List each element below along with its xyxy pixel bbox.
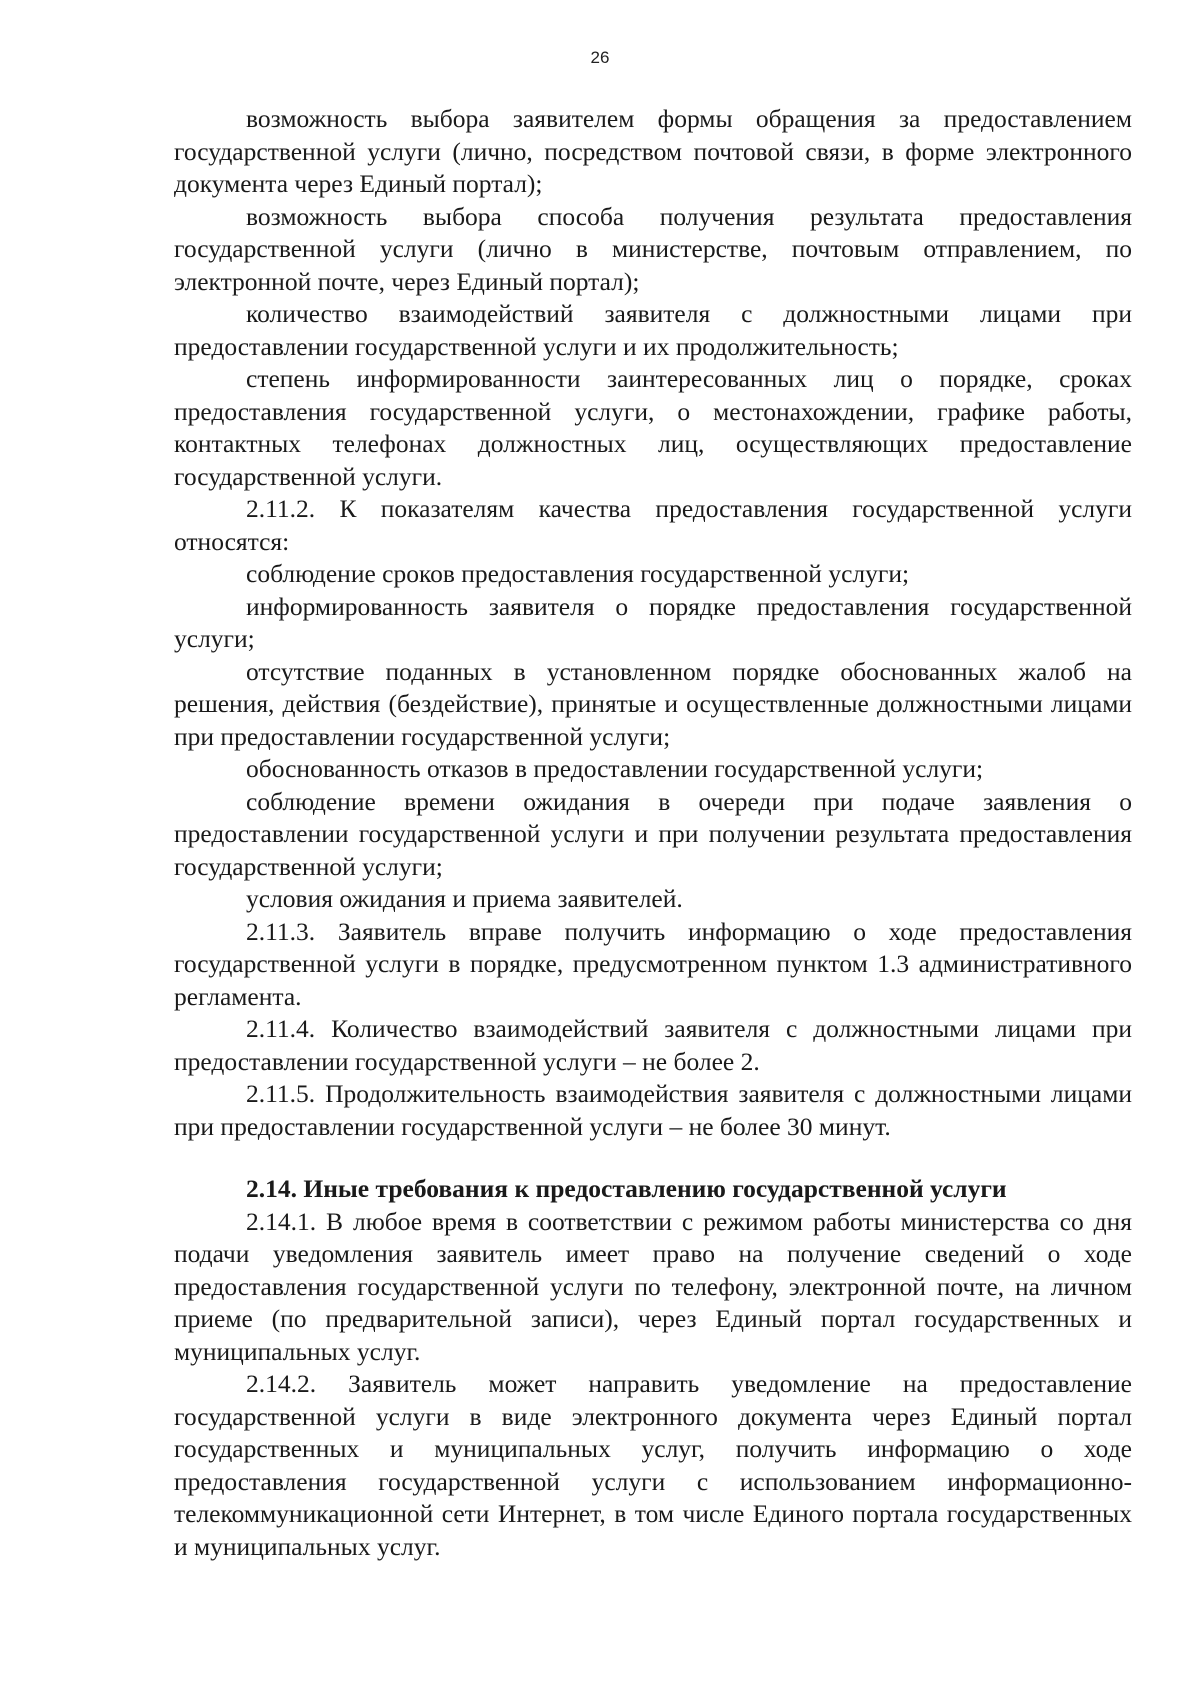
paragraph-interaction-count: количество взаимодействий заявителя с должностными лицами при предоставлении государственной услуги и их продолжительность; (174, 299, 1132, 361)
paragraph-2-14-1: 2.14.1. В любое время в соответствии с режимом работы министерства со дня подачи уведомления заявитель имеет право на получение сведений о ходе предоставления государственной услуги по телефону, электронной почте, на личном приеме (по предварительной записи), через Единый портал государственных и муниципальных услуг. (174, 1206, 1132, 1366)
paragraph-result-method: возможность выбора способа получения результата предоставления государственной услуги (лично в министерстве, почтовым отправлением, по электронной почте, через Единый портал); (174, 201, 1132, 296)
paragraph-waiting-time: соблюдение времени ожидания в очереди при подаче заявления о предоставлении государственной услуги и при получении результата предоставления государственной услуги; (174, 786, 1132, 881)
paragraph-awareness-degree: степень информированности заинтересованных лиц о порядке, сроках предоставления государственной услуги, о местонахождении, графике работы, контактных телефонах должностных лиц, осуществляющих предоставление государственной услуги. (174, 364, 1132, 491)
paragraph-2-14-2: 2.14.2. Заявитель может направить уведомление на предоставление государственной услуги в виде электронного документа через Единый портал государственных и муниципальных услуг, получить информацию о ходе предоставления государственной услуги с использованием информационно-телекоммуникационной сети Интернет, в том числе Единого портала государственных и муниципальных услуг. (174, 1369, 1132, 1561)
section-heading-2-14: 2.14. Иные требования к предоставлению государственной услуги (246, 1174, 1007, 1203)
document-body (174, 103, 1132, 1563)
paragraph-2-11-5: 2.11.5. Продолжительность взаимодействия заявителя с должностными лицами при предоставлении государственной услуги – не более 30 минут. (174, 1079, 1132, 1141)
paragraph-2-11-3: 2.11.3. Заявитель вправе получить информацию о ходе предоставления государственной услуги в порядке, предусмотренном пунктом 1.3 административного регламента. (174, 916, 1132, 1011)
paragraph-2-11-4: 2.11.4. Количество взаимодействий заявителя с должностными лицами при предоставлении государственной услуги – не более 2. (174, 1014, 1132, 1076)
paragraph-waiting-conditions: условия ожидания и приема заявителей. (246, 884, 683, 913)
page-number: 26 (590, 48, 610, 67)
paragraph-awareness: информированность заявителя о порядке предоставления государственной услуги; (174, 591, 1132, 653)
paragraph-complaints: отсутствие поданных в установленном порядке обоснованных жалоб на решения, действия (бездействие), принятые и осуществленные должностными лицами при предоставлении государственной услуги; (174, 656, 1132, 751)
paragraph-deadlines: соблюдение сроков предоставления государственной услуги; (246, 559, 910, 588)
paragraph-refusals: обоснованность отказов в предоставлении государственной услуги; (246, 754, 984, 783)
paragraph-form-choice: возможность выбора заявителем формы обращения за предоставлением государственной услуги (лично, посредством почтовой связи, в форме электронного документа через Единый портал); (174, 104, 1132, 198)
paragraph-2-11-2: 2.11.2. К показателям качества предоставления государственной услуги относятся: (174, 494, 1132, 556)
